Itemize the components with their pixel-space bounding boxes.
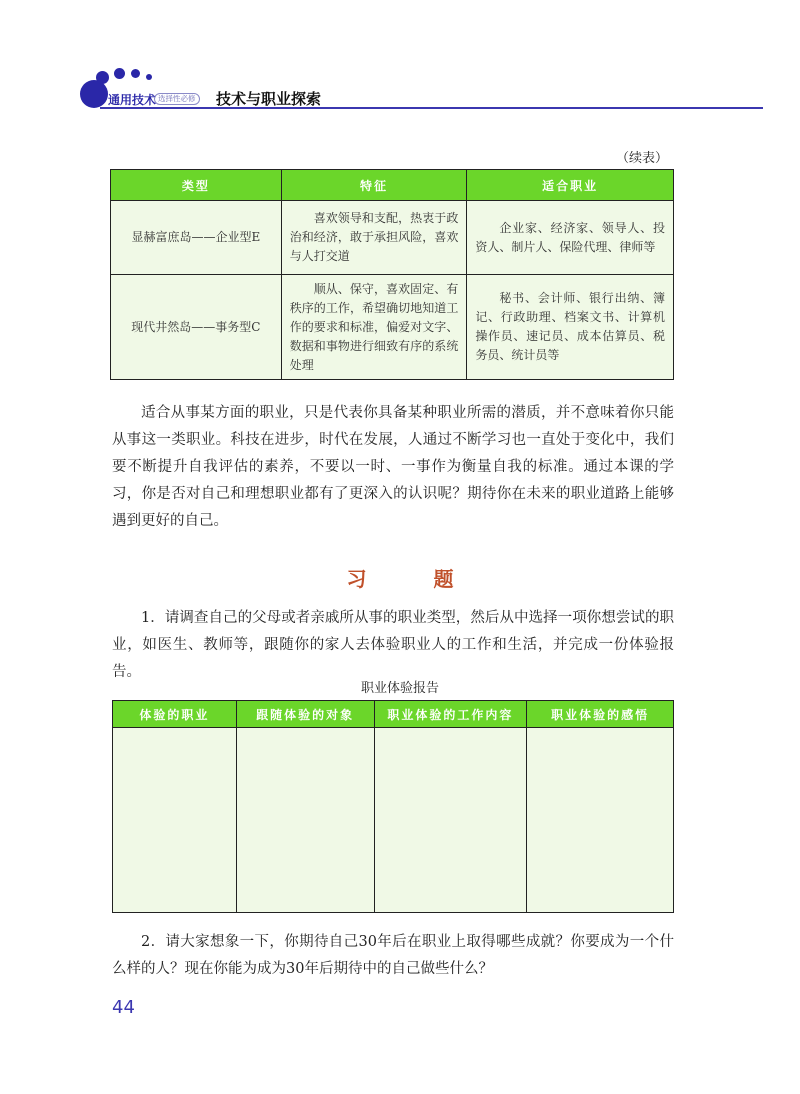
column-header: 体验的职业 — [113, 701, 237, 728]
jobs-cell: 秘书、会计师、银行出纳、簿记、行政助理、档案文书、计算机操作员、速记员、成本估算员、税务员、统计员等 — [467, 275, 674, 380]
header-subject: 通用技术 — [108, 93, 157, 107]
exercise-question-1: 1．请调查自己的父母或者亲戚所从事的职业类型，然后从中选择一项你想尝试的职业，如医生、教师等，跟随你的家人去体验职业人的工作和生活，并完成一份体验报告。 — [112, 610, 674, 680]
empty-cell[interactable] — [236, 728, 374, 913]
column-header: 类型 — [111, 170, 282, 201]
header-dot-large — [80, 80, 108, 108]
experience-report-table — [112, 700, 674, 913]
empty-cell[interactable] — [374, 728, 527, 913]
empty-cell[interactable] — [527, 728, 674, 913]
body-paragraph: 适合从事某方面的职业，只是代表你具备某种职业所需的潜质，并不意味着你只能从事这一类职业。科技在进步，时代在发展，人通过不断学习也一直处于变化中，我们要不断提升自我评估的素养，不要以一时、一事作为衡量自我的标准。通过本课的学习，你是否对自己和理想职业都有了更深入的认识呢？期待你在未来的职业道路上能够遇到更好的自己。 — [112, 405, 674, 529]
column-header: 职业体验的工作内容 — [374, 701, 527, 728]
table-header-row — [113, 701, 674, 728]
header-badge: 选择性必修 — [154, 93, 200, 105]
header-title: 技术与职业探索 — [216, 90, 322, 108]
column-header: 职业体验的感悟 — [527, 701, 674, 728]
column-header: 跟随体验的对象 — [236, 701, 374, 728]
jobs-cell: 企业家、经济家、领导人、投资人、制片人、保险代理、律师等 — [467, 201, 674, 275]
header-dot — [131, 69, 140, 78]
header-dot — [96, 71, 109, 84]
header-rule — [100, 107, 763, 109]
table-row — [111, 275, 674, 380]
feature-cell: 顺从、保守，喜欢固定、有秩序的工作，希望确切地知道工作的要求和标准，偏爱对文字、数据和事物进行细致有序的系统处理 — [281, 275, 467, 380]
type-cell: 显赫富庶岛——企业型E — [111, 201, 282, 275]
header-dot — [114, 68, 125, 79]
exercises-title: 习 题 — [346, 567, 484, 591]
header-dot — [146, 74, 152, 80]
column-header: 特征 — [281, 170, 467, 201]
table-row — [113, 728, 674, 913]
exercise-question-2: 2．请大家想象一下，你期待自己30年后在职业上取得哪些成就？你要成为一个什么样的人？现在你能为成为30年后期待中的自己做些什么？ — [112, 934, 674, 977]
report-caption: 职业体验报告 — [360, 681, 439, 696]
column-header: 适合职业 — [467, 170, 674, 201]
table-header-row — [111, 170, 674, 201]
continued-label: （续表） — [616, 151, 669, 166]
type-cell: 现代井然岛——事务型C — [111, 275, 282, 380]
career-type-table — [110, 169, 674, 380]
empty-cell[interactable] — [113, 728, 237, 913]
page-number: 44 — [112, 997, 135, 1018]
feature-cell: 喜欢领导和支配，热衷于政治和经济，敢于承担风险，喜欢与人打交道 — [281, 201, 467, 275]
table-row — [111, 201, 674, 275]
